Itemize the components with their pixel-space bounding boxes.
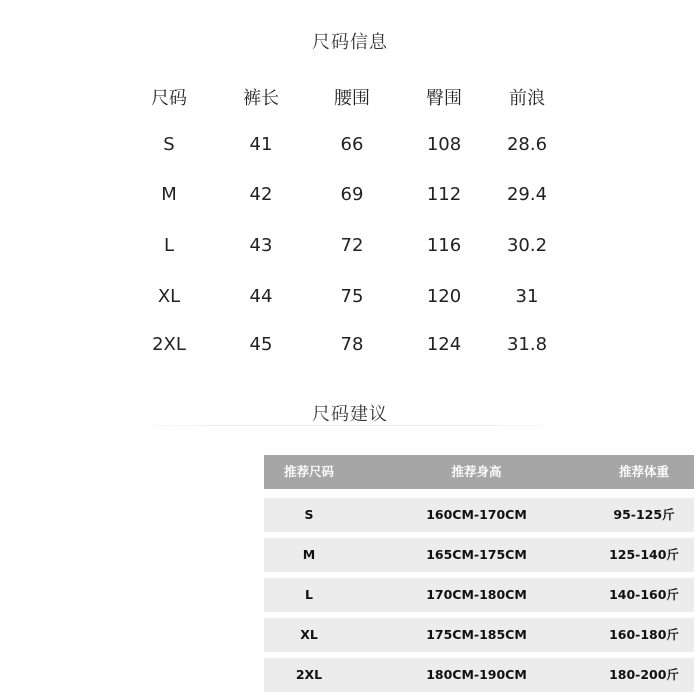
cell-size: XL [157,286,181,307]
cell-pants-length: 41 [249,134,273,155]
cell-recommended-weight: 160-180斤 [609,627,679,642]
table-row [0,282,700,312]
cell-recommended-height: 180CM-190CM [426,667,527,682]
divider [130,425,570,426]
cell-front-rise: 29.4 [506,184,548,205]
cell-size: L [163,235,175,256]
cell-recommended-weight: 180-200斤 [609,667,679,682]
table-row [0,180,700,210]
advice-table-header [264,455,694,489]
cell-pants-length: 45 [249,334,273,355]
header-front-rise: 前浪 [509,88,545,109]
size-advice-title: 尺码建议 [312,404,388,425]
size-table-header [0,84,700,114]
size-info-title: 尺码信息 [312,32,388,53]
cell-recommended-weight: 140-160斤 [609,587,679,602]
cell-recommended-height: 175CM-185CM [426,627,527,642]
cell-recommended-height: 170CM-180CM [426,587,527,602]
cell-hip: 116 [426,235,462,256]
header-recommended-size: 推荐尺码 [283,464,334,479]
cell-waist: 78 [340,334,364,355]
cell-recommended-size: S [304,507,314,522]
cell-waist: 66 [340,134,364,155]
cell-hip: 112 [426,184,462,205]
cell-recommended-size: L [305,587,313,602]
table-row [0,330,700,360]
cell-recommended-weight: 125-140斤 [609,547,679,562]
cell-recommended-weight: 95-125斤 [613,507,675,522]
cell-front-rise: 28.6 [506,134,548,155]
cell-size: M [161,184,177,205]
header-recommended-height: 推荐身高 [451,464,502,479]
cell-recommended-size: XL [300,627,318,642]
header-pants-length: 裤长 [243,88,279,109]
table-row [264,578,694,612]
cell-front-rise: 31 [515,286,539,307]
cell-recommended-height: 160CM-170CM [426,507,527,522]
cell-hip: 124 [426,334,462,355]
header-waist: 腰围 [334,88,370,109]
cell-recommended-size: 2XL [295,667,323,682]
cell-waist: 69 [340,184,364,205]
cell-recommended-size: M [302,547,316,562]
cell-hip: 108 [426,134,462,155]
cell-front-rise: 31.8 [506,334,548,355]
table-row [0,231,700,261]
header-hip: 臀围 [426,88,462,109]
cell-pants-length: 43 [249,235,273,256]
cell-waist: 72 [340,235,364,256]
table-row [264,618,694,652]
cell-front-rise: 30.2 [506,235,548,256]
cell-hip: 120 [426,286,462,307]
cell-recommended-height: 165CM-175CM [426,547,527,562]
table-row [264,498,694,532]
table-row [264,538,694,572]
header-size: 尺码 [151,88,187,109]
table-row [0,130,700,160]
cell-size: S [163,134,175,155]
cell-pants-length: 44 [249,286,273,307]
cell-size: 2XL [152,334,186,355]
table-row [264,658,694,692]
cell-pants-length: 42 [249,184,273,205]
header-recommended-weight: 推荐体重 [618,464,669,479]
cell-waist: 75 [340,286,364,307]
